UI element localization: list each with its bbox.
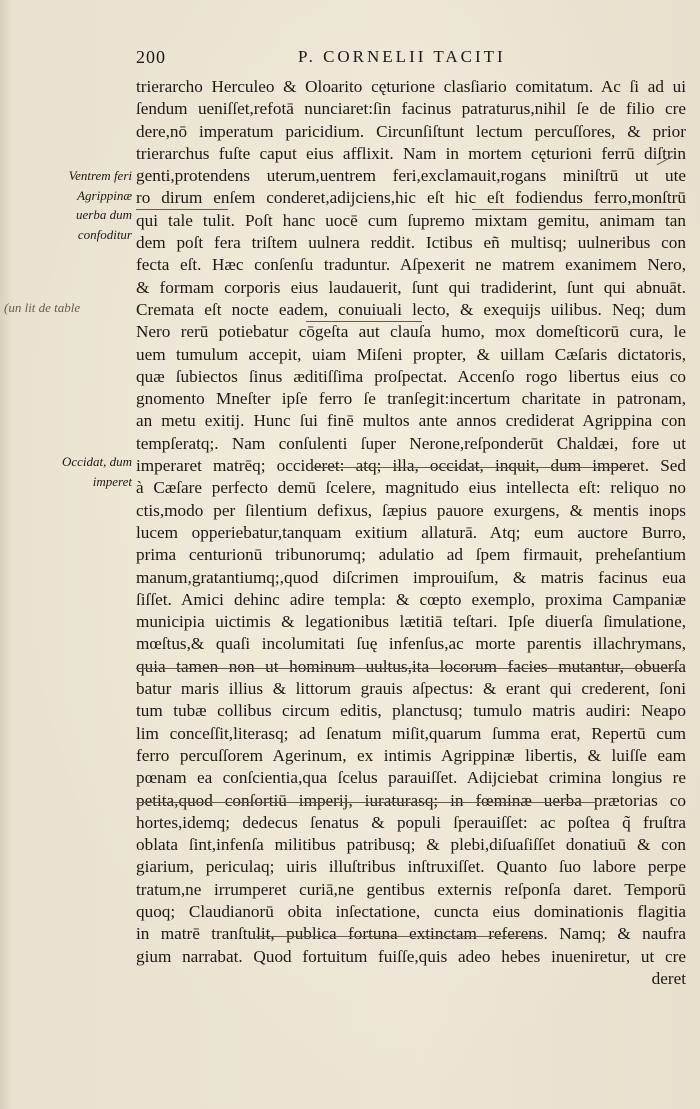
text-line: pœnam ea conſcientia,qua ſcelus parauiſſet. Adijciebat crimina longius re xyxy=(136,768,686,788)
text-line: ro dirum enſem conderet,adijciens,hic eſt hic eſt fodiendus ferro,monſtrū xyxy=(136,188,686,208)
side-note-line: Agrippinæ xyxy=(77,187,132,203)
side-note-ventrem xyxy=(56,166,132,244)
text-line: genti,protendens uterum,uentrem feri,exclamauit,rogans miniſtrū ut ute xyxy=(136,166,686,186)
body-text xyxy=(136,76,686,990)
text-line: petita,quod conſortiū imperij, iuraturasq; in fœminæ uerba prætorias co xyxy=(136,790,686,810)
text-line: quia tamen non ut hominum uultus,ita locorum facies mutantur, obuerſa xyxy=(136,656,686,676)
text-line: ferro percuſſorem Agerinum, ex intimis Agrippinæ libertis, & luiſſe eam xyxy=(136,745,686,765)
text-line: gnomento Mneſter ipſe ferro ſe tranſegit:incertum charitate in patronam, xyxy=(136,389,686,409)
text-line: ſiſſet. Amici dehinc adire templa: & cœpto exemplo, proxima Campaniæ xyxy=(136,589,686,609)
side-note-line: imperet xyxy=(92,473,132,489)
text-line: prima centurionū tribunorumq; adulatio ad ſpem firmauit, preheſantium xyxy=(136,545,686,565)
text-line: mœſtus,& quaſi incolumitati ſuę infenſus,ac morte parentis illachrymans, xyxy=(136,634,686,654)
running-title: P. CORNELII TACITI xyxy=(298,47,506,66)
pen-underline xyxy=(136,802,596,803)
text-line: lim conceſſit,literasq; ad ſenatum miſit,quarum ſumma erat, Repertū cum xyxy=(136,723,686,743)
pen-underline xyxy=(136,209,228,210)
text-line: ſendum ueniſſet,refotā nunciaret:ſin facinus patraturus,nihil ſe de filio cre xyxy=(136,99,686,119)
text-line: municipia uictimis & legationibus lætitiā teſtari. Ipſe diuerſa ſimulatione, xyxy=(136,612,686,632)
side-note-line: uerba dum xyxy=(76,207,132,222)
text-line: trierarcho Herculeo & Oloarito cęturione clasſiario comitatum. Ac ſi ad ui xyxy=(136,77,686,96)
side-note-occidat xyxy=(56,452,132,491)
running-head xyxy=(0,47,700,71)
handwritten-margin-note: (un lit de table xyxy=(4,300,81,315)
side-note-line: confoditur xyxy=(77,226,132,242)
text-line: Nero rerū potiebatur cōgeſta aut clauſa humo, mox domeſticorū cura, le xyxy=(136,322,686,342)
page-number: 200 xyxy=(136,47,166,67)
text-line: à Cæſare perfecto demū ſcelere, magnitudo eius intellecta eſt: reliquo no xyxy=(136,478,686,498)
text-line: an metu exitij. Hunc ſui finē multos ante annos crediderat Agrippina con xyxy=(136,411,686,431)
text-line: quoq; Claudianorū obita inſectatione, cuncta eius dominationis flagitia xyxy=(136,901,686,921)
text-line: ctis,modo per ſilentium defixus, ſæpius pauore exurgens, & mentis inops xyxy=(136,500,686,520)
text-line: imperaret matrēq; occideret: atq; illa, occidat, inquit, dum imperet. Sed xyxy=(136,456,686,476)
pen-underline xyxy=(312,467,630,468)
text-line: fecta eſt. Hæc conſenſu traduntur. Aſpexerit ne matrem exanimem Nero, xyxy=(136,255,686,275)
text-line: tum tubæ collibus circum editis, planctusq; tumulo matris audiri: Neapo xyxy=(136,701,686,721)
text-line: batur maris illius & littorum grauis aſpectus: & erant qui crederent, ſoni xyxy=(136,679,686,699)
text-line: tratum,ne irrumperet curiā,ne gentibus externis reſponſa daret. Temporū xyxy=(136,879,686,899)
text-line: uem tumulum accepit, uiam Miſeni propter, & uillam Cæſaris dictatoris, xyxy=(136,344,686,364)
text-line: qui tale tulit. Poſt hanc uocē cum ſupremo mixtam gemitu, animam tan xyxy=(136,210,686,230)
text-line: oblata ſint,infenſa militibus patribusq; & plebi,diſuaſiſſet donatiuū & con xyxy=(136,835,686,855)
text-line: dere,nō imperatum paricidium. Circunſiſtunt lectum percuſſores, & prior xyxy=(136,121,686,141)
text-line: & formam corporis eius laudauerit, ſunt qui tradiderint, ſunt qui abnuāt. xyxy=(136,277,686,297)
text-line: giarium, periculaq; uiris illuſtribus inſtruxiſſet. Quanto ſuo labore perpe xyxy=(136,857,686,877)
text-line: quæ ſubiectos ſinus æditiſſima proſpectat. Accenſo rogo libertus eius co xyxy=(136,366,686,386)
pen-underline xyxy=(306,321,422,322)
text-line: dem poſt fera triſtem uulnera reddit. Ictibus eñ multisq; uulneribus con xyxy=(136,233,686,253)
text-line: gium narrabat. Quod fortuitum fuiſſe,quis adeo hebes inueniretur, ut cre xyxy=(136,946,686,966)
side-note-line: Occidat, dum xyxy=(61,454,132,469)
text-line: trierarchus fuſte caput eius afflixit. Nam in mortem cęturioni ferrū diſtrin xyxy=(136,143,686,163)
text-line: lucem opperiebatur,tanquam exitium allaturā. Atq; eum auctore Burro, xyxy=(136,522,686,542)
text-line: hortes,idemq; dedecus ſenatus & populi ſperauiſſet: ac poſtea q̃ fruſtra xyxy=(136,812,686,832)
text-line: tempſeratq;. Nam conſulenti ſuper Nerone,reſponderūt Chaldæi, fore ut xyxy=(136,433,686,453)
text-line: deret xyxy=(651,968,686,988)
text-line: in matrē tranſtulit, publica fortuna extinctam referens. Namq; & naufra xyxy=(136,924,686,944)
pen-underline xyxy=(472,209,680,210)
text-line: manum,gratantiumq;,quod diſcrimen improuiſum, & matris facinus eua xyxy=(136,567,686,587)
text-line: Cremata eſt nocte eadem, conuiuali lecto, & exequijs uilibus. Neq; dum xyxy=(136,299,686,319)
pen-underline xyxy=(136,668,680,669)
side-note-line: Ventrem feri xyxy=(68,168,132,183)
pen-underline xyxy=(256,936,540,937)
